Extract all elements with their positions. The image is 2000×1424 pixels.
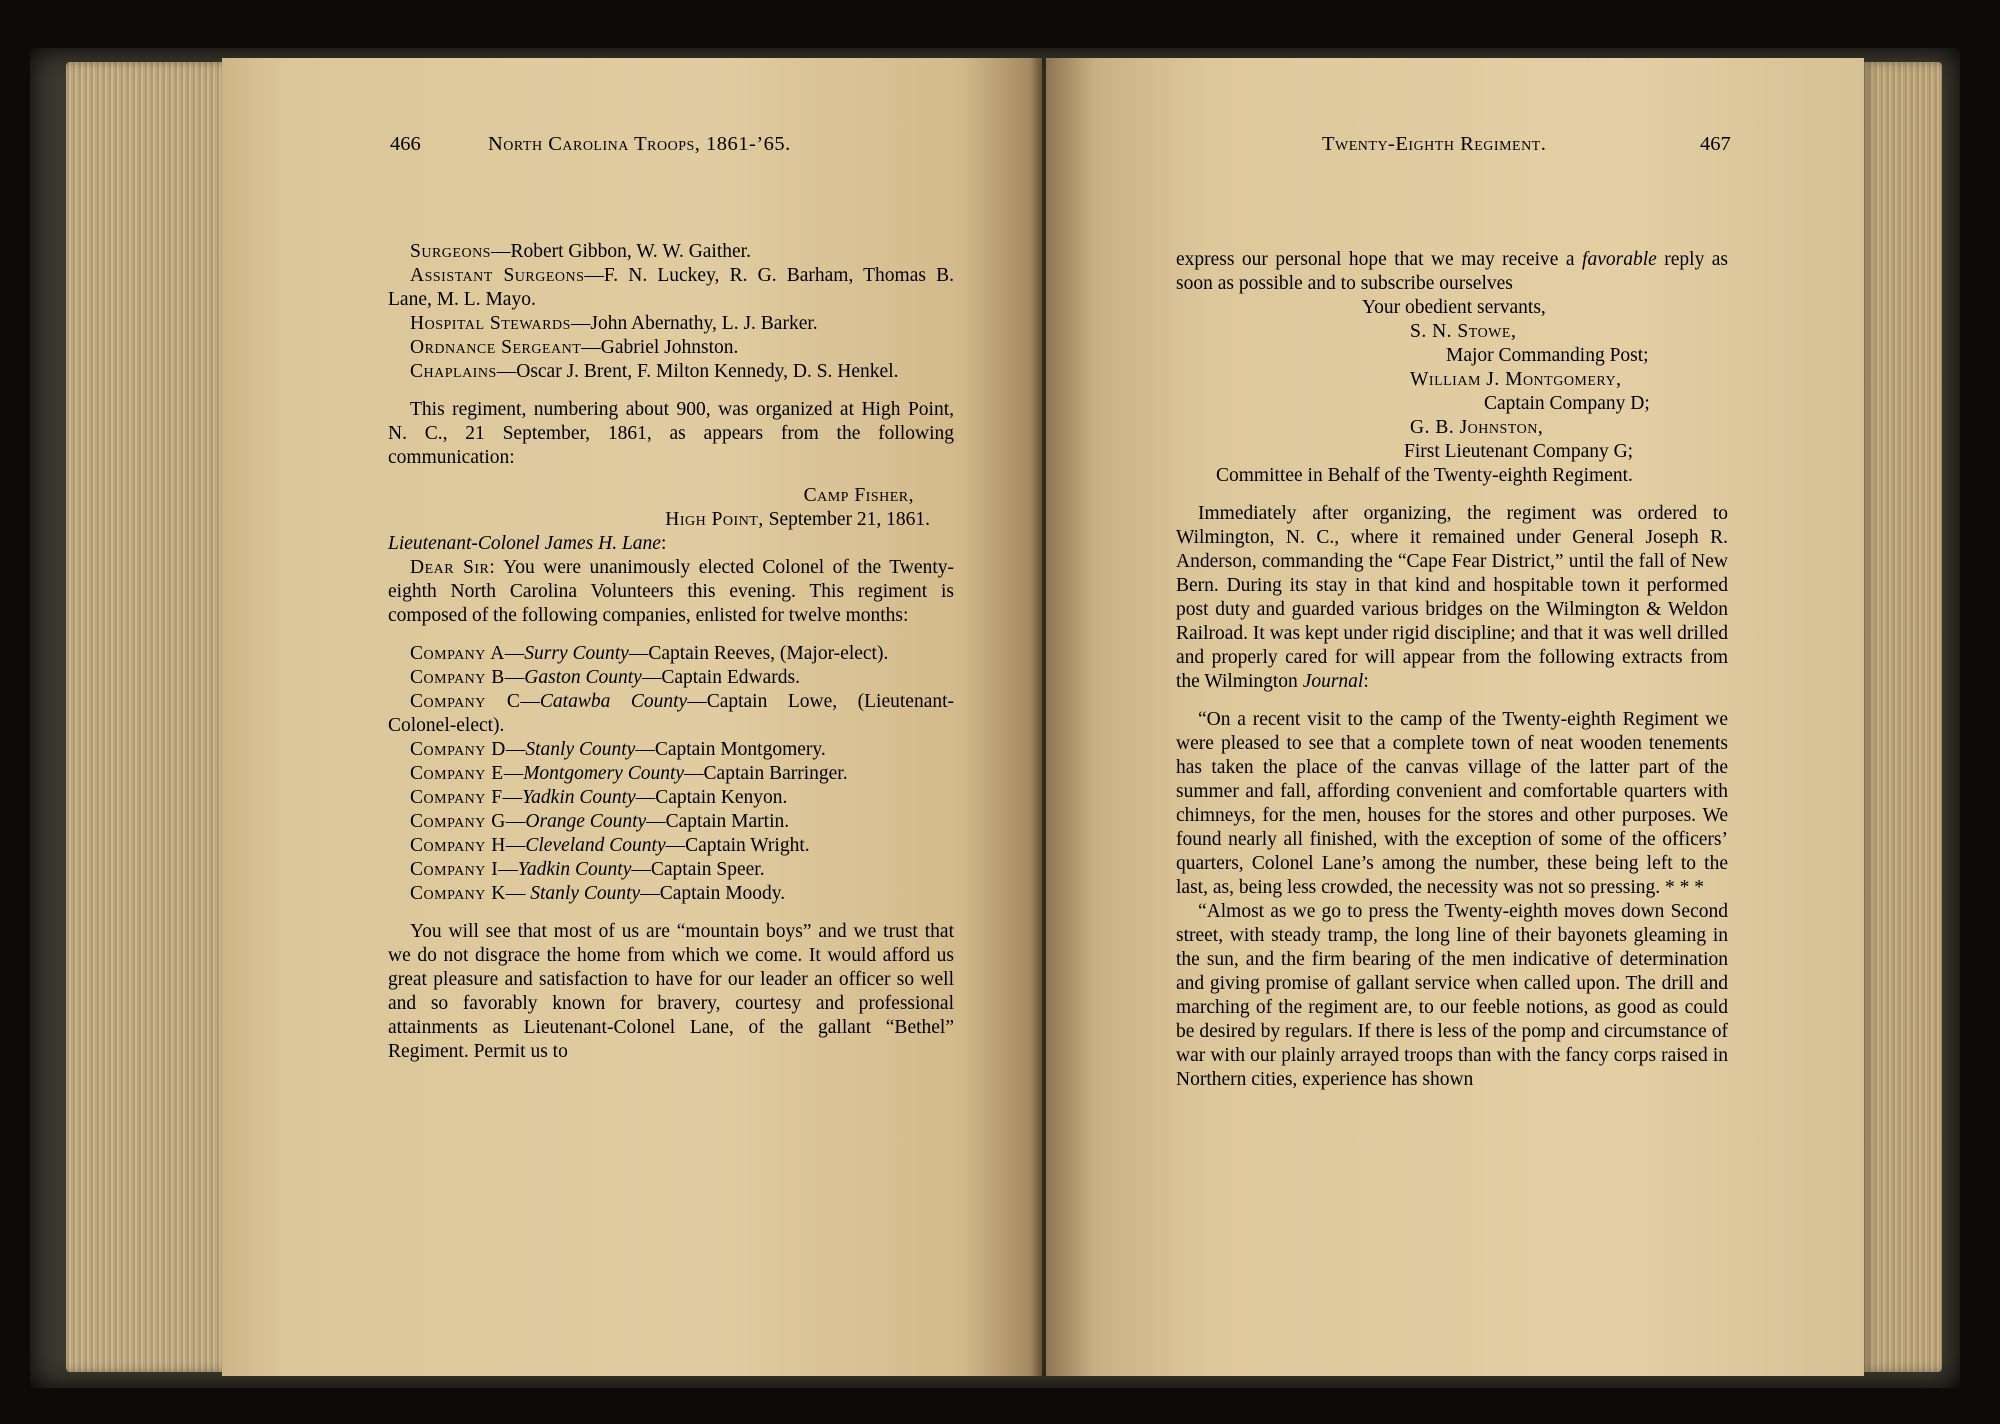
left-page-number: 466: [390, 133, 421, 155]
company-line: Company F—Yadkin County—Captain Kenyon.: [410, 787, 788, 808]
signatory-role: First Lieutenant Company G;: [1404, 441, 1634, 462]
company-line: Company B—Gaston County—Captain Edwards.: [410, 667, 800, 688]
company-line: Company K— Stanly County—Captain Moody.: [410, 883, 786, 904]
staff-line: Ordnance Sergeant—Gabriel Johnston.: [410, 337, 739, 358]
left-page-edges: [66, 62, 236, 1372]
letter-addressee: Lieutenant-Colonel James H. Lane:: [388, 533, 667, 554]
letter-place: Camp Fisher,: [803, 485, 914, 506]
committee-line: Committee in Behalf of the Twenty-eighth Regiment.: [1216, 465, 1633, 486]
signatory-name: William J. Montgomery,: [1410, 369, 1622, 390]
company-line: Company I—Yadkin County—Captain Speer.: [410, 859, 765, 880]
right-running-head: Twenty-Eighth Regiment.: [1322, 133, 1547, 155]
right-page-edges: [1862, 62, 1942, 1372]
signatory-name: S. N. Stowe,: [1410, 321, 1517, 342]
right-text-column: [1176, 248, 1728, 1092]
letter-body: Dear Sir: You were unanimously elected Colonel of the Twenty-eighth North Carolina Volunteers this evening. This regiment is composed of the following companies, enlisted for twelve months:: [388, 557, 954, 626]
closing-paragraph: You will see that most of us are “mountain boys” and we trust that we do not disgrace the home from which we come. It would afford us great pleasure and satisfaction to have for our leader an officer so well and so favorably known for bravery, courtesy and professional attainments as Lieutenant-Colonel Lane, of the gallant “Bethel” Regiment. Permit us to: [388, 921, 954, 1062]
intro-paragraph: This regiment, numbering about 900, was organized at High Point, N. C., 21 September, 1861, as appears from the following communication:: [388, 399, 954, 468]
left-text-column: [388, 240, 954, 1064]
company-line: Company D—Stanly County—Captain Montgomery.: [410, 739, 826, 760]
narrative-paragraph: Immediately after organizing, the regiment was ordered to Wilmington, N. C., where it remained under General Joseph R. Anderson, commanding the “Cape Fear District,” until the fall of New Bern. During its stay in that kind and hospitable town it performed post duty and guarded various bridges on the Wilmington & Weldon Railroad. It was kept under rigid discipline; and that it was well drilled and properly cared for will appear from the following extracts from the Wilmington Journal:: [1176, 503, 1728, 692]
letter-dateline: High Point, September 21, 1861.: [665, 509, 930, 530]
signatory-role: Captain Company D;: [1484, 393, 1650, 414]
staff-line: Assistant Surgeons—F. N. Luckey, R. G. Barham, Thomas B. Lane, M. L. Mayo.: [388, 265, 954, 310]
right-page-number: 467: [1700, 133, 1731, 155]
staff-line: Hospital Stewards—John Abernathy, L. J. Barker.: [410, 313, 818, 334]
company-line: Company C—Catawba County—Captain Lowe, (Lieutenant-Colonel-elect).: [388, 691, 955, 736]
signatory-name: G. B. Johnston,: [1410, 417, 1544, 438]
signatory-role: Major Commanding Post;: [1446, 345, 1649, 366]
journal-quote: “Almost as we go to press the Twenty-eighth moves down Second street, with steady tramp, the long line of their bayonets gleaming in the sun, and the firm bearing of the men indicative of determination and giving promise of gallant service when called upon. The drill and marching of the regiment are, to our feeble notions, as good as could be desired by regulars. If there is less of the pomp and circumstance of war with our plainly arrayed troops than with the fancy corps raised in Northern cities, experience has shown: [1176, 901, 1728, 1090]
staff-line: Surgeons—Robert Gibbon, W. W. Gaither.: [410, 241, 751, 262]
letter-continuation: express our personal hope that we may receive a favorable reply as soon as possible and to subscribe ourselves: [1176, 249, 1729, 294]
company-line: Company E—Montgomery County—Captain Barringer.: [410, 763, 848, 784]
company-line: Company G—Orange County—Captain Martin.: [410, 811, 790, 832]
company-line: Company H—Cleveland County—Captain Wright.: [410, 835, 810, 856]
left-running-head: North Carolina Troops, 1861-’65.: [488, 133, 791, 155]
journal-quote: “On a recent visit to the camp of the Twenty-eighth Regiment we were pleased to see that a complete town of neat wooden tenements has taken the place of the canvas village of the latter part of the summer and fall, affording convenient and comfortable quarters with chimneys, for the men, houses for the stores and other purposes. We found nearly all finished, with the exception of some of the officers’ quarters, Colonel Lane’s among the number, these being left to the last, as, being less crowded, the necessity was not so pressing. * * *: [1176, 709, 1728, 898]
company-line: Company A—Surry County—Captain Reeves, (Major-elect).: [410, 643, 889, 664]
staff-line: Chaplains—Oscar J. Brent, F. Milton Kennedy, D. S. Henkel.: [410, 361, 899, 382]
complimentary-close: Your obedient servants,: [1362, 297, 1546, 318]
